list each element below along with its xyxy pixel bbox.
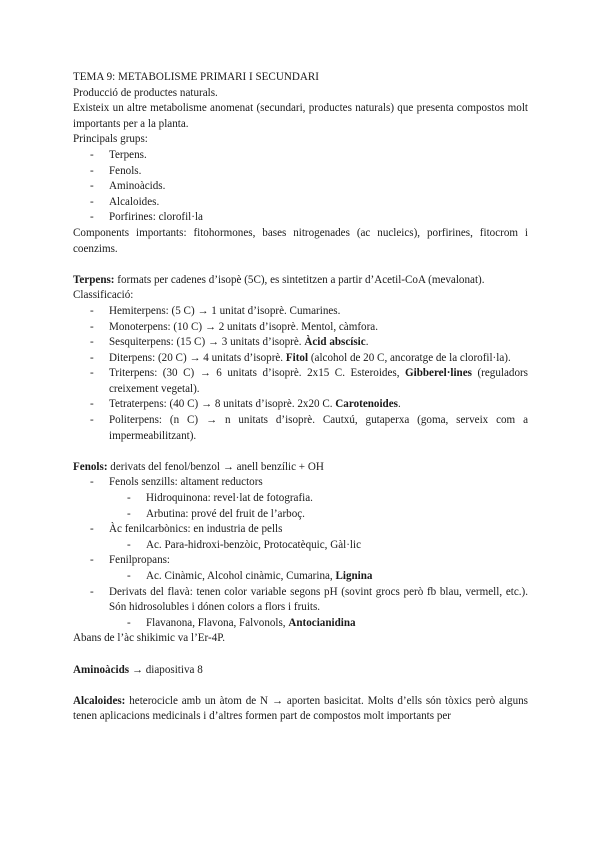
group-item: - Porfirines: clorofil·la <box>90 211 203 224</box>
group-item: - Fenols. <box>90 164 142 177</box>
terpens-paragraph: Terpens: formats per cadenes d’isopè (5C), es sintetitzen a partir d’Acetil-CoA (mevalonat). <box>73 273 485 286</box>
group-item: - Alcaloides. <box>90 195 160 208</box>
classification-heading: Classificació: <box>73 289 134 302</box>
fenol-subitem: - Flavanona, Flavona, Falvonols, Antocianidina <box>127 616 356 629</box>
group-item: - Aminoàcids. <box>90 180 166 193</box>
fenols-label: Fenols: <box>73 460 108 473</box>
fenol-item: - Àc fenilcarbònics: en industria de pells <box>90 523 283 536</box>
group-item: - Terpens. <box>90 148 147 161</box>
fenol-subitem: - Ac. Cinàmic, Alcohol cinàmic, Cumarina, Lignina <box>127 570 373 582</box>
fenol-item: - Fenols senzills: altament reductors <box>90 476 263 489</box>
terpene-item: - Sesquiterpens: (15 C) → 3 unitats d’isoprè. Àcid abscísic. <box>90 336 369 349</box>
alcaloides-label: Alcaloides: <box>73 694 126 707</box>
terpene-item: - Triterpens: (30 C) → 6 unitats d’isoprè. 2x15 C. Esteroides, Gibberel·lines (reguladors creixement vegetal). <box>90 367 528 395</box>
components-paragraph: Components importants: fitohormones, bases nitrogenades (ac nucleics), porfirines, fitocrom i coenzims. <box>73 226 528 255</box>
fenol-subitem: - Arbutina: prové del fruit de l’arboç. <box>127 507 305 520</box>
doc-subtitle: Producció de productes naturals. <box>73 86 218 99</box>
fenol-item: - Fenilpropans: <box>90 554 171 567</box>
terpene-item: - Hemiterpens: (5 C) → 1 unitat d’isoprè. Cumarines. <box>90 304 341 317</box>
shikimic-note: Abans de l’àc shikimic va l’Er-4P. <box>73 632 225 645</box>
doc-title: TEMA 9: METABOLISME PRIMARI I SECUNDARI <box>73 71 319 83</box>
fenol-subitem: - Hidroquinona: revel·lat de fotografia. <box>127 492 313 505</box>
terpene-item: - Monoterpens: (10 C) → 2 unitats d’isoprè. Mentol, càmfora. <box>90 320 378 333</box>
terpene-item: - Politerpens: (n C) → n unitats d’isoprè. Cautxú, gutaperxa (goma, serveix com a impermeabilitzant). <box>90 414 528 442</box>
terpene-item: - Tetraterpens: (40 C) → 8 unitats d’isoprè. 2x20 C. Carotenoides. <box>90 398 401 411</box>
fenols-paragraph: Fenols: derivats del fenol/benzol → anell benzílic + OH <box>73 460 324 473</box>
aminoacids-label: Aminoàcids <box>73 663 130 676</box>
aminoacids-paragraph: Aminoàcids → diapositiva 8 <box>73 663 203 676</box>
alcaloides-paragraph: Alcaloides: heterocicle amb un àtom de N → aporten basicitat. Molts d’ells són tòxics però alguns tenen aplicacions medicinals i d’altres formen part de compostos molt importants per <box>73 694 528 723</box>
document-page <box>73 70 528 725</box>
groups-heading: Principals grups: <box>73 133 148 146</box>
terpene-item: - Diterpens: (20 C) → 4 unitats d’isoprè. Fitol (alcohol de 20 C, ancoratge de la clorofil·la). <box>90 351 511 364</box>
intro-paragraph: Existeix un altre metabolisme anomenat (secundari, productes naturals) que presenta compostos molt importants per a la planta. <box>73 102 528 130</box>
fenol-subitem: - Ac. Para-hidroxi-benzòic, Protocatèquic, Gàl·lic <box>127 538 362 551</box>
terpens-label: Terpens: <box>73 273 115 286</box>
fenol-item: - Derivats del flavà: tenen color variable segons pH (sovint grocs però fb blau, vermell, etc.). Són hidrosolubles i dónen colors a flors i fruits. <box>90 585 528 614</box>
